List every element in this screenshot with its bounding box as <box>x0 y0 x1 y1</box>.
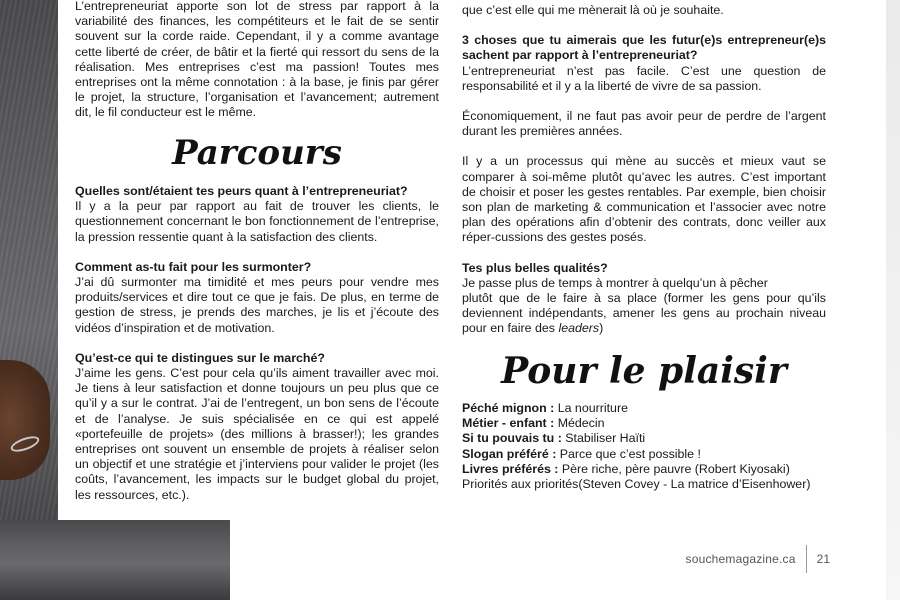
fun-item <box>462 401 826 416</box>
fun-item <box>462 462 826 477</box>
section-title-parcours: Parcours <box>172 133 342 173</box>
fun-label: Livres préférés : <box>462 461 559 476</box>
fun-label: Métier - enfant : <box>462 416 555 431</box>
left-qa <box>75 184 439 503</box>
fun-value: La nourriture <box>554 401 628 415</box>
question: Qu’est-ce qui te distingues sur le marché? <box>75 350 325 365</box>
page-number: 21 <box>816 552 830 566</box>
fun-item <box>462 447 826 462</box>
footer-divider <box>806 545 807 573</box>
intro-paragraph: L’entrepreneuriat apporte son lot de stress par rapport à la variabilité des finances, les compétiteurs et le fait de se sentir souvent sur la corde raide. Cependant, il y a comme avantage cette liberté de créer, de bâtir et la fierté qui ressort du sens de la réalisation. Mes entreprises c’est ma passion! Toutes mes entreprises ont la même connotation : à la base, je finis par gérer le projet, la structure, l’organisation et l’avancement; autrement dit, le fil conducteur est le même. <box>75 0 439 120</box>
continued-text: que c’est elle qui me mènerait là où je souhaite. <box>462 3 724 17</box>
website-link[interactable]: souchemagazine.ca <box>685 552 796 566</box>
fun-label: Slogan préféré : <box>462 446 557 461</box>
question: Comment as-tu fait pour les surmonter? <box>75 259 312 274</box>
fun-value: Stabiliser Haïti <box>561 431 646 446</box>
hand <box>0 360 50 480</box>
answer: Il y a la peur par rapport au fait de trouver les clients, le questionnement concernant le bon fonctionnement de l’entreprise, la pression ressentie quant à la satisfaction des clients. <box>75 199 439 244</box>
fun-item <box>462 416 826 431</box>
section-title-pour-le-plaisir: Pour le plaisir <box>501 350 787 392</box>
page-footer <box>686 545 831 573</box>
fun-facts <box>462 401 826 492</box>
question: 3 choses que tu aimerais que les futur(e)s entrepreneur(e)s sachent par rapport à l’entrepreneuriat? <box>462 33 826 63</box>
question: Tes plus belles qualités? <box>462 260 608 275</box>
answer: Économiquement, il ne faut pas avoir peur de perdre de l’argent durant les premières années. <box>462 109 826 139</box>
right-column <box>462 3 826 337</box>
answer: Il y a un processus qui mène au succès et mieux vaut se comparer à soi-même plutôt qu’avec les autres. C’est important de choisir et poser les gestes rentables. Par exemple, bien choisir son plan de marketing & communication et l’associer avec notre plan des opérations afin d’obtenir des contrats, donc veiller aux réper-cussions des gestes posés. <box>462 154 826 245</box>
fun-value: Médecin <box>554 416 605 431</box>
answer: J’aime les gens. C’est pour cela qu’ils aiment travailler avec moi. Je tiens à leur satisfaction et donne toujours un peu plus que ce qu’il y a sur le contrat. J’ai de l’entregent, un bon sens de l’écoute et de l’analyse. Je suis spécialisée en ce qui est appelé «portefeuille de projets» (des millions à brasser!); les grandes entreprises ont souvent un ensemble de projets à réaliser selon un objectif et une stratégie et j’interviens pour valider le projet (les coûts, l’avancement, les impacts sur le budget global du projet, les ressources, etc.). <box>75 366 439 502</box>
page-edge <box>886 0 900 600</box>
answer-text: ) <box>599 321 604 336</box>
answer <box>462 291 826 337</box>
suit-texture <box>0 0 58 600</box>
answer: Je passe plus de temps à montrer à quelqu’un à pêcher <box>462 275 768 290</box>
fun-item <box>462 431 826 446</box>
question: Quelles sont/étaient tes peurs quant à l’entrepreneuriat? <box>75 184 408 198</box>
fun-label: Péché mignon : <box>462 401 555 415</box>
portrait-photo-lower <box>0 520 230 600</box>
left-column <box>75 0 439 121</box>
answer: L’entrepreneuriat n’est pas facile. C’est une question de responsabilité et il y a la liberté de vivre de sa passion. <box>462 63 826 93</box>
portrait-photo <box>0 0 58 600</box>
answer-text: plutôt que de le faire à sa place (former les gens pour qu’ils deviennent indépendants, amener les gens au prochain niveau pour en faire des <box>462 291 826 336</box>
answer: J’ai dû surmonter ma timidité et mes peurs pour vendre mes produits/services et dire tout ce que je fais. De plus, en terme de gestion de stress, je prends des marches, je lis et j’écoute des vidéos d’inspiration et de motivation. <box>75 275 439 335</box>
answer-emphasis: leaders <box>558 321 600 336</box>
fun-value: Père riche, père pauvre (Robert Kiyosaki) <box>558 461 790 476</box>
fun-label: Si tu pouvais tu : <box>462 431 562 446</box>
fun-item: Priorités aux priorités(Steven Covey - La matrice d’Eisenhower) <box>462 477 811 492</box>
fun-value: Parce que c’est possible ! <box>556 446 701 461</box>
